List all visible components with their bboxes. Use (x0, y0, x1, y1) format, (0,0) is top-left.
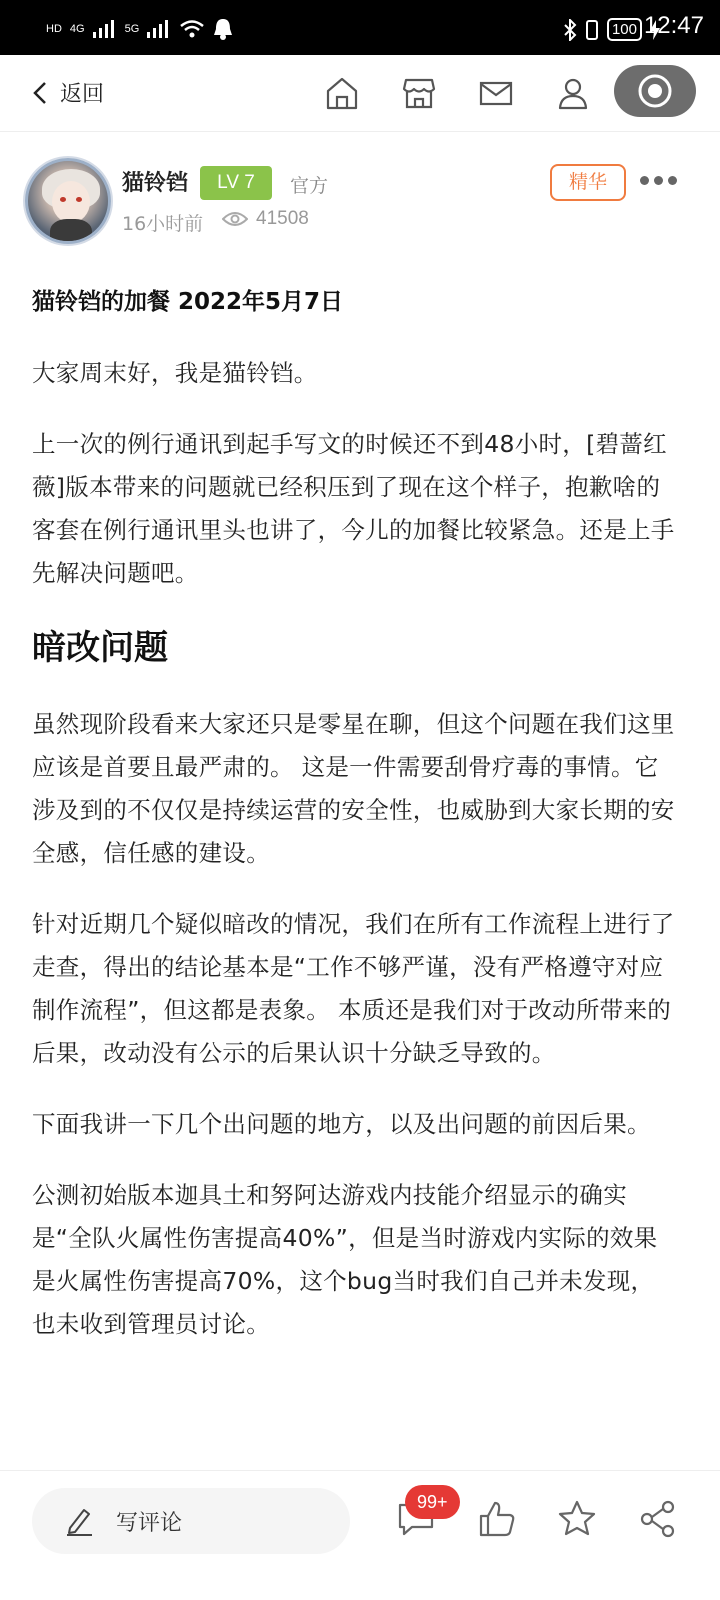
network-4g-label: 4G (69, 22, 85, 35)
pencil-icon (64, 1506, 94, 1536)
paragraph: 下面我讲一下几个出问题的地方，以及出问题的前因后果。 (32, 1110, 651, 1138)
dot (668, 176, 677, 185)
chevron-left-icon (32, 81, 48, 105)
comment-count-badge: 99+ (405, 1485, 460, 1519)
comment-placeholder: 写评论 (116, 1510, 183, 1536)
author-avatar[interactable] (25, 158, 111, 244)
share-icon[interactable] (638, 1499, 678, 1539)
store-icon[interactable] (401, 75, 437, 111)
back-label: 返回 (60, 82, 105, 107)
paragraph: 大家周末好，我是猫铃铛。 (32, 359, 318, 387)
like-icon[interactable] (477, 1499, 517, 1539)
eye-icon (222, 210, 248, 228)
view-count (222, 208, 309, 230)
user-icon[interactable] (555, 75, 591, 111)
dot (654, 176, 663, 185)
star-icon[interactable] (557, 1499, 597, 1539)
official-tag: 官方 (290, 175, 329, 197)
essence-badge: 精华 (550, 164, 626, 201)
more-options-button[interactable] (640, 176, 677, 185)
paragraph: 虽然现阶段看来大家还只是零星在聊，但这个问题在我们这里应该是首要且最严肃的。 这是一件需要刮骨疗毒的事情。它涉及到的不仅仅是持续运营的安全性，也威胁到大家长期的安全感，信任感的建设。 (32, 710, 675, 867)
view-count-value: 41508 (256, 208, 309, 229)
paragraph: 上一次的例行通讯到起手写文的时候还不到48小时，[碧蔷红薇]版本带来的问题就已经积压到了现在这个样子，抱歉啥的客套在例行通讯里头也讲了，今儿的加餐比较紧急。还是上手先解决问题吧。 (32, 430, 675, 587)
vibrate-icon (585, 19, 599, 41)
wifi-icon (179, 19, 205, 39)
top-nav-bar (0, 55, 720, 132)
post-content (32, 280, 678, 1374)
hd-indicator: HD (46, 22, 62, 35)
bluetooth-icon (563, 19, 577, 41)
paragraph: 公测初始版本迦具土和努阿达游戏内技能介绍显示的确实是“全队火属性伤害提高40%”，但是当时游戏内实际的效果是火属性伤害提高70%，这个bug当时我们自己并未发现，也未收到管理员讨论。 (32, 1181, 658, 1338)
network-5g-label: 5G (124, 22, 140, 35)
clock: 12:47 (643, 12, 704, 39)
section-heading: 暗改问题 (32, 628, 168, 668)
back-button[interactable] (32, 77, 104, 108)
signal-icon-2 (147, 20, 171, 38)
bottom-action-bar (0, 1470, 720, 1600)
dot (640, 176, 649, 185)
level-badge: LV 7 (200, 166, 272, 200)
signal-icon (93, 20, 117, 38)
post-title: 猫铃铛的加餐 2022年5月7日 (32, 289, 344, 315)
notification-bell-icon (213, 18, 233, 40)
battery-level: 100 (607, 18, 642, 41)
record-button[interactable] (614, 65, 696, 117)
mail-icon[interactable] (478, 75, 514, 111)
comment-input[interactable] (32, 1488, 350, 1554)
post-time: 16小时前 (122, 213, 204, 235)
network-indicators (46, 18, 233, 40)
status-bar (0, 0, 720, 55)
paragraph: 针对近期几个疑似暗改的情况，我们在所有工作流程上进行了走查，得出的结论基本是“工作不够严谨，没有严格遵守对应制作流程”，但这都是表象。 本质还是我们对于改动所带来的后果，改动没有公示的后果认识十分缺乏导致的。 (32, 910, 675, 1067)
author-name[interactable]: 猫铃铛 (122, 171, 189, 196)
home-icon[interactable] (324, 75, 360, 111)
record-icon (637, 73, 673, 109)
